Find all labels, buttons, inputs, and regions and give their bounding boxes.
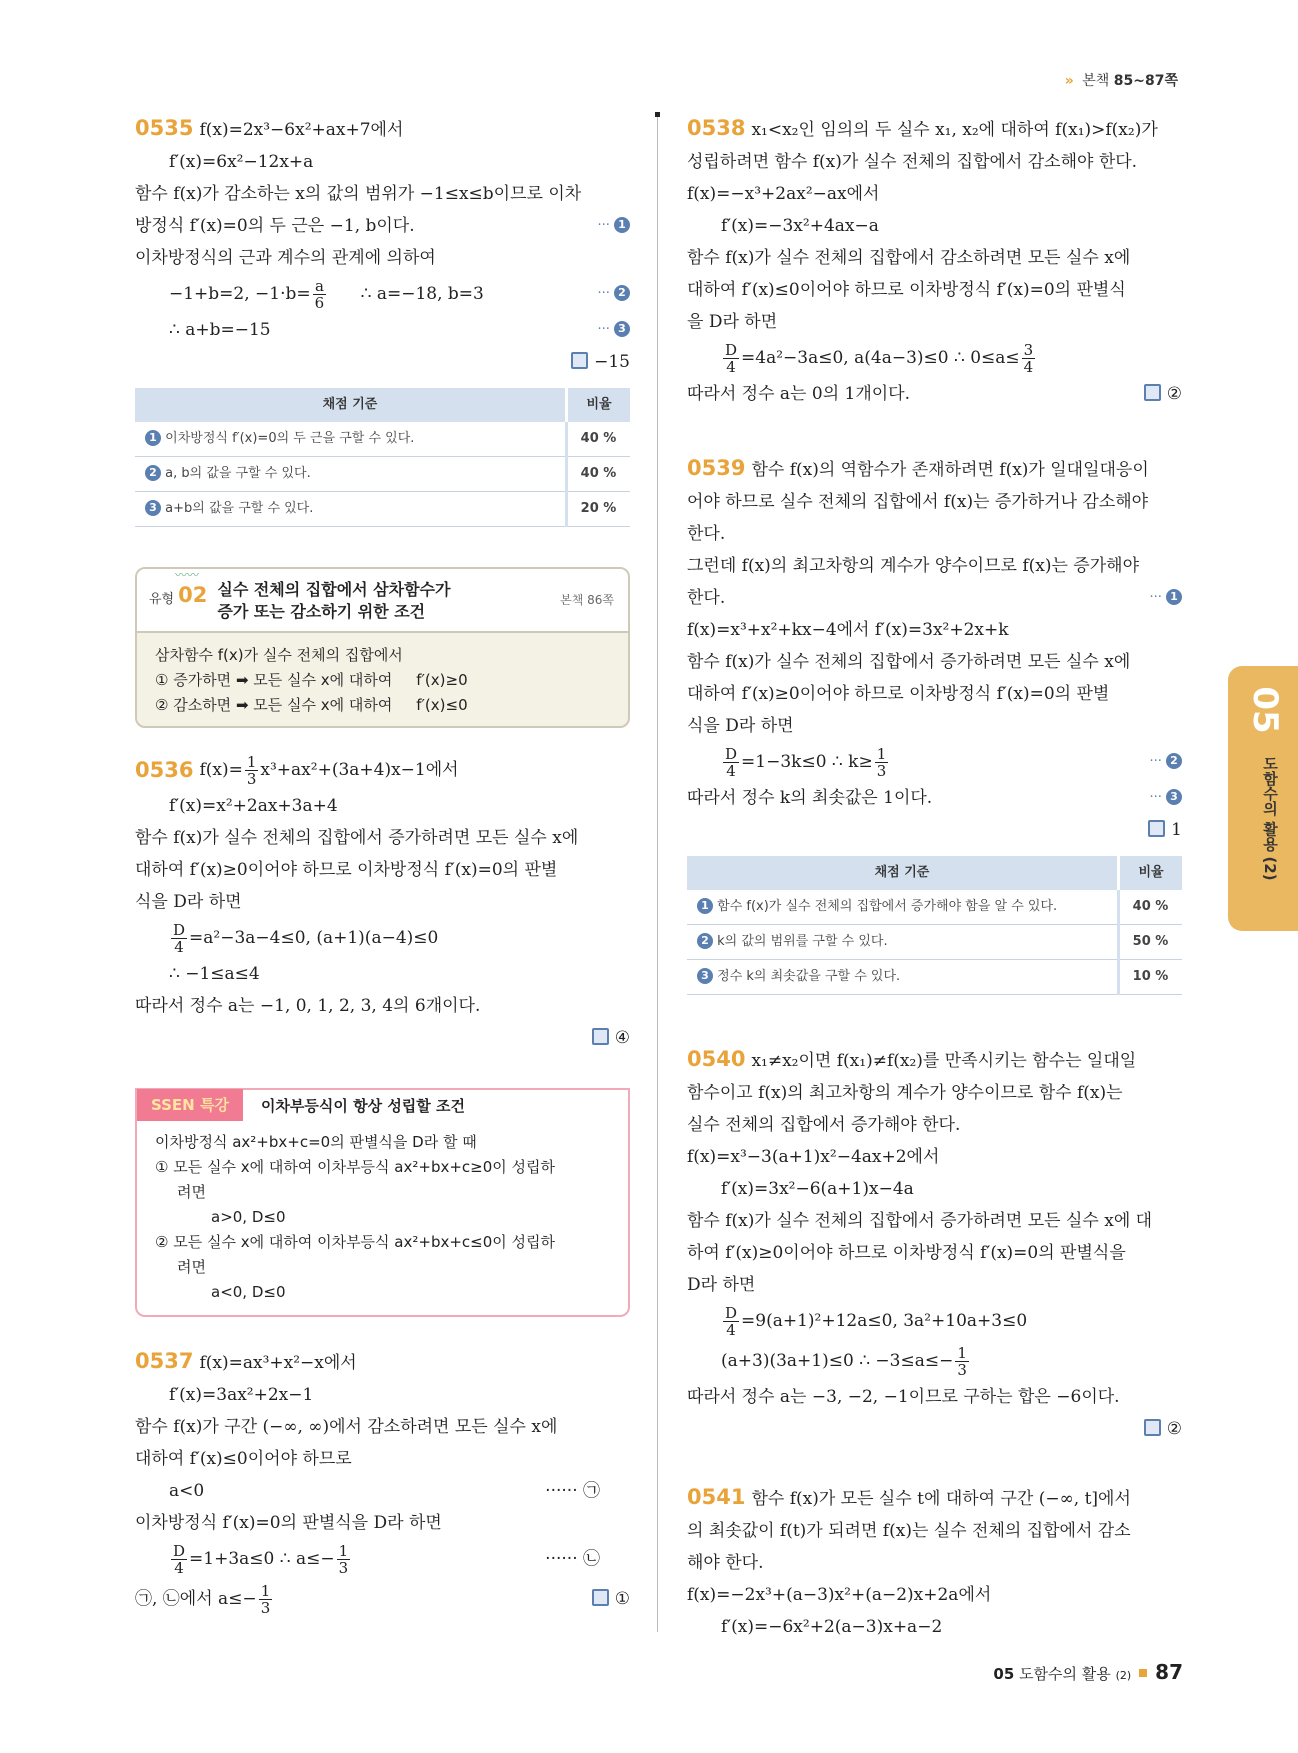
problem-0541: 0541 함수 f(x)가 모든 실수 t에 대하여 구간 (−∞, t]에서 의 최솟값이 f(t)가 되려면 f(x)는 실수 전체의 집합에서 감소 해야 한다. f(x)=−2x³+(a−3)x²+(a−2)x+2a에서 f′(x)=−6x²+2(a−3)x+a−2 [687,1485,1131,1637]
problem-number: 0538 [687,116,746,140]
double-chevron-icon: » [1064,73,1074,89]
square-icon [1139,1669,1147,1677]
answer: 1 [687,814,1182,846]
table-row: 3 정수 k의 최솟값을 구할 수 있다. 10 % [687,960,1182,995]
table-row: 1 함수 f(x)가 실수 전체의 집합에서 증가해야 함을 알 수 있다. 40 % [687,890,1182,925]
type-title: 실수 전체의 집합에서 삼차함수가 증가 또는 감소하기 위한 조건 [217,580,451,621]
step-marker-3: ··· 3 [597,314,630,346]
answer-icon [571,352,588,369]
problem-0535: 0535 f(x)=2x³−6x²+ax+7에서 f′(x)=6x²−12x+a 함수 f(x)가 감소하는 x의 값의 범위가 −1≤x≤b이므로 이차 방정식 f′(x)=0의 두 근은 −1, b이다. ··· 1 이차방정식의 근과 계수의 관계에 의하여 −1+b=2, −1·b= $\frac{a}{6}$ ∴ a=−18, b=3 ··· 2 ∴ a+b=−15 ··· 3 −15 채점 기준 비율 1 이차방정식 f′(x)=0의 두 근을 구할 수 있다. 40 % 2 a, b의 값을 구할 수 있다. 40 % 3 a+b의 값을 구할 수 있다. 20 % [135,112,630,527]
ssen-special-box: SSEN 특강 이차부등식이 항상 성립할 조건 이차방정식 ax²+bx+c=0의 판별식을 D라 할 때 ① 모든 실수 x에 대하여 이차부등식 ax²+bx+c≥0이 성립하 려면 a>0, D≤0 ② 모든 실수 x에 대하여 이차부등식 ax²+bx+c≤0이 성립하 려면 a<0, D≤0 [135,1088,630,1317]
type-box: 〰〰 유형 02 실수 전체의 집합에서 삼차함수가 증가 또는 감소하기 위한 조건 본책 86쪽 삼차함수 f(x)가 실수 전체의 집합에서 ① 증가하면 ➡ 모든 실수 x에 대하여 f′(x)≥0 ② 감소하면 ➡ 모든 실수 x에 대하여 f′(x)≤0 [135,567,630,728]
reference-pages: » 본책 85~87쪽 [1064,73,1178,89]
answer-icon [592,1589,609,1606]
answer-icon [1144,1419,1161,1436]
table-row: 3 a+b의 값을 구할 수 있다. 20 % [135,492,630,527]
problem-0537: 0537 f(x)=ax³+x²−x에서 f′(x)=3ax²+2x−1 함수 f(x)가 구간 (−∞, ∞)에서 감소하려면 모든 실수 x에 대하여 f′(x)≤0이어야 하므로 a<0 ······ ㉠ 이차방정식 f′(x)=0의 판별식을 D라 하면 $\frac{D}{4}$ =1+3a≤0 ∴ a≤− $\frac{1}{3}$ ······ ㉡ ㉠, ㉡에서 a≤− $\frac{1}{3}$ ① [135,1349,630,1617]
answer: ④ [135,1022,630,1054]
table-row: 1 이차방정식 f′(x)=0의 두 근을 구할 수 있다. 40 % [135,422,630,457]
answer-icon [1148,820,1165,837]
step-marker-2: ··· 2 [597,278,630,310]
ssen-badge: SSEN 특강 [137,1089,243,1121]
wave-icon: 〰〰 [175,568,200,582]
page-footer: 05 도함수의 활용 (2) 87 [993,1660,1183,1684]
column-divider [657,112,658,1632]
problem-number: 0540 [687,1047,746,1071]
table-row: 2 a, b의 값을 구할 수 있다. 40 % [135,457,630,492]
answer: −15 [135,346,630,378]
problem-0536: 0536 f(x)= $\frac{1}{3}$ x³+ax²+(3a+4)x−1에서 f′(x)=x²+2ax+3a+4 함수 f(x)가 실수 전체의 집합에서 증가하려면 모든 실수 x에 대하여 f′(x)≥0이어야 하므로 이차방정식 f′(x)=0의 판별 식을 D라 하면 $\frac{D}{4}$ =a²−3a−4≤0, (a+1)(a−4)≤0 ∴ −1≤a≤4 따라서 정수 a는 −1, 0, 1, 2, 3, 4의 6개이다. ④ [135,750,630,1054]
scoring-table: 채점 기준 비율 1 이차방정식 f′(x)=0의 두 근을 구할 수 있다. 40 % 2 a, b의 값을 구할 수 있다. 40 % 3 a+b의 값을 구할 수 있다. 20 % [135,388,630,527]
table-row: 2 k의 값의 범위를 구할 수 있다. 50 % [687,925,1182,960]
problem-0538: 0538 x₁<x₂인 임의의 두 실수 x₁, x₂에 대하여 f(x₁)>f(x₂)가 성립하려면 함수 f(x)가 실수 전체의 집합에서 감소해야 한다. f(x)=−x³+2ax²−ax에서 f′(x)=−3x²+4ax−a 함수 f(x)가 실수 전체의 집합에서 감소하려면 모든 실수 x에 대하여 f′(x)≤0이어야 하므로 이차방정식 f′(x)=0의 판별식 을 D라 하면 $\frac{D}{4}$ =4a²−3a≤0, a(4a−3)≤0 ∴ 0≤a≤ $\frac{3}{4}$ 따라서 정수 a는 0의 1개이다. ② [687,112,1182,410]
problem-0539: 0539 함수 f(x)의 역함수가 존재하려면 f(x)가 일대일대응이 어야 하므로 실수 전체의 집합에서 f(x)는 증가하거나 감소해야 한다. 그런데 f(x)의 최고차항의 계수가 양수이므로 f(x)는 증가해야 한다. ··· 1 f(x)=x³+x²+kx−4에서 f′(x)=3x²+2x+k 함수 f(x)가 실수 전체의 집합에서 증가하려면 모든 실수 x에 대하여 f′(x)≥0이어야 하므로 이차방정식 f′(x)=0의 판별 식을 D라 하면 $\frac{D}{4}$ =1−3k≤0 ∴ k≥ $\frac{1}{3}$ ··· 2 따라서 정수 k의 최솟값은 1이다. ··· 3 1 채점 기준 비율 1 함수 f(x)가 실수 전체의 집합에서 증가해야 함을 알 수 있다. 40 % 2 k의 값의 범위를 구할 수 있다. 50 % 3 정수 k의 최솟값을 구할 수 있다. 10 % [687,452,1182,995]
answer: ② [687,1413,1182,1445]
problem-number: 0539 [687,456,746,480]
answer-icon [592,1028,609,1045]
problem-0540: 0540 x₁≠x₂이면 f(x₁)≠f(x₂)를 만족시키는 함수는 일대일 함수이고 f(x)의 최고차항의 계수가 양수이므로 함수 f(x)는 실수 전체의 집합에서 증가해야 한다. f(x)=x³−3(a+1)x²−4ax+2에서 f′(x)=3x²−6(a+1)x−4a 함수 f(x)가 실수 전체의 집합에서 증가하려면 모든 실수 x에 대 하여 f′(x)≥0이어야 하므로 이차방정식 f′(x)=0의 판별식을 D라 하면 $\frac{D}{4}$ =9(a+1)²+12a≤0, 3a²+10a+3≤0 (a+3)(3a+1)≤0 ∴ −3≤a≤− $\frac{1}{3}$ 따라서 정수 a는 −3, −2, −1이므로 구하는 합은 −6이다. ② [687,1043,1182,1445]
fraction: $\frac{a}{6}$ [314,276,325,312]
problem-number: 0537 [135,1349,194,1373]
problem-number: 0541 [687,1485,746,1509]
chapter-side-tab: 05 도함수의 활용 (2) [1228,666,1298,931]
step-marker-1: ··· 1 [597,210,630,242]
left-column [135,112,630,1619]
scoring-table: 채점 기준 비율 1 함수 f(x)가 실수 전체의 집합에서 증가해야 함을 알 수 있다. 40 % 2 k의 값의 범위를 구할 수 있다. 50 % 3 정수 k의 최솟값을 구할 수 있다. 10 % [687,856,1182,995]
answer-icon [1144,384,1161,401]
problem-number: 0535 [135,116,194,140]
answer: ② [1144,378,1182,410]
page-number: 87 [1155,1660,1183,1684]
answer: ① [592,1583,630,1615]
problem-number: 0536 [135,758,194,782]
right-column [687,112,1182,1643]
